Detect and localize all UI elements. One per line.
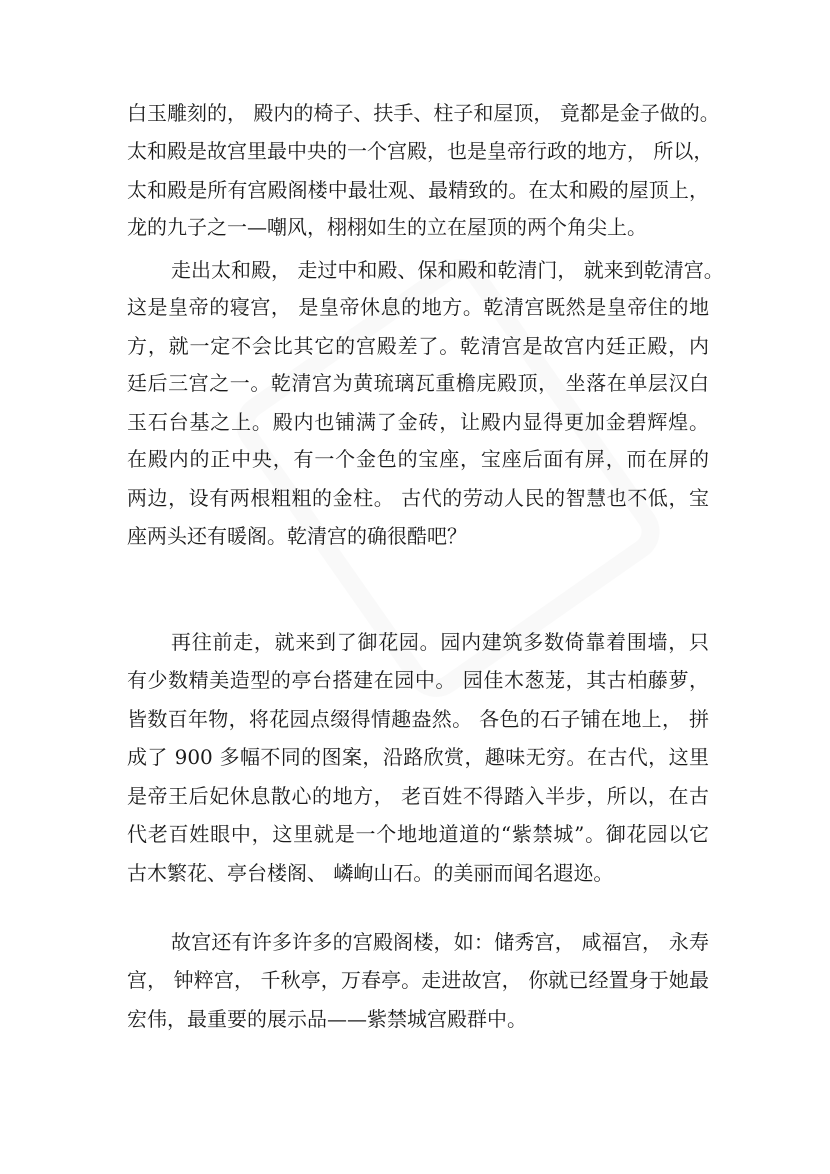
paragraph-3-line: 是帝王后妃休息散心的地方， 老百姓不得踏入半步，所以，在古 <box>127 784 709 808</box>
paragraph-2-line: 在殿内的正中央，有一个金色的宝座，宝座后面有屏，而在屏的 <box>127 447 709 471</box>
paragraph-1-line: 龙的九子之一—嘲风，栩栩如生的立在屋顶的两个角尖上。 <box>127 215 647 239</box>
paragraph-3-line: 皆数百年物，将花园点缀得情趣盎然。 各色的石子铺在地上， 拼 <box>127 707 709 731</box>
paragraph-4-line: 宫， 钟粹宫， 千秋亭，万春亭。走进故宫， 你就已经置身于她最 <box>127 968 709 992</box>
paragraph-2-line: 座两头还有暖阁。乾清宫的确很酷吧？ <box>127 524 467 548</box>
paragraph-1-line: 白玉雕刻的， 殿内的椅子、扶手、柱子和屋顶， 竟都是金子做的。 <box>127 101 720 125</box>
paragraph-4-line: 宏伟，最重要的展示品——紫禁城宫殿群中。 <box>127 1007 527 1031</box>
paragraph-2-line: 走出太和殿， 走过中和殿、保和殿和乾清门， 就来到乾清宫。 <box>171 258 724 282</box>
paragraph-2-line: 廷后三宫之一。乾清宫为黄琉璃瓦重檐庑殿顶， 坐落在单层汉白 <box>127 371 709 395</box>
paragraph-2-line: 方，就一定不会比其它的宫殿差了。乾清宫是故宫内廷正殿，内 <box>127 334 709 358</box>
paragraph-3-line: 有少数精美造型的亭台搭建在园中。 园佳木葱茏，其古柏藤萝， <box>127 668 709 692</box>
paragraph-1-line: 太和殿是所有宫殿阁楼中最壮观、最精致的。在太和殿的屋顶上， <box>127 178 709 202</box>
paragraph-3-line: 古木繁花、亭台楼阁、 嶙峋山石。的美丽而闻名遐迩。 <box>127 861 614 885</box>
paragraph-2-line: 两边，设有两根粗粗的金柱。 古代的劳动人民的智慧也不低，宝 <box>127 486 709 510</box>
paragraph-4-line: 故宫还有许多许多的宫殿阁楼，如：储秀宫， 咸福宫， 永寿 <box>171 930 709 954</box>
paragraph-3-line: 成了 900 多幅不同的图案，沿路欣赏，趣味无穷。在古代，这里 <box>127 745 709 769</box>
paragraph-2-line: 玉石台基之上。殿内也铺满了金砖，让殿内显得更加金碧辉煌。 <box>127 410 709 434</box>
paragraph-3-line: 代老百姓眼中，这里就是一个地地道道的“紫禁城”。御花园以它 <box>127 822 709 846</box>
paragraph-1-line: 太和殿是故宫里最中央的一个宫殿，也是皇帝行政的地方， 所以， <box>127 139 714 163</box>
paragraph-3-line: 再往前走，就来到了御花园。园内建筑多数倚靠着围墙，只 <box>171 630 709 654</box>
paragraph-2-line: 这是皇帝的寝宫， 是皇帝休息的地方。乾清宫既然是皇帝住的地 <box>127 295 709 319</box>
